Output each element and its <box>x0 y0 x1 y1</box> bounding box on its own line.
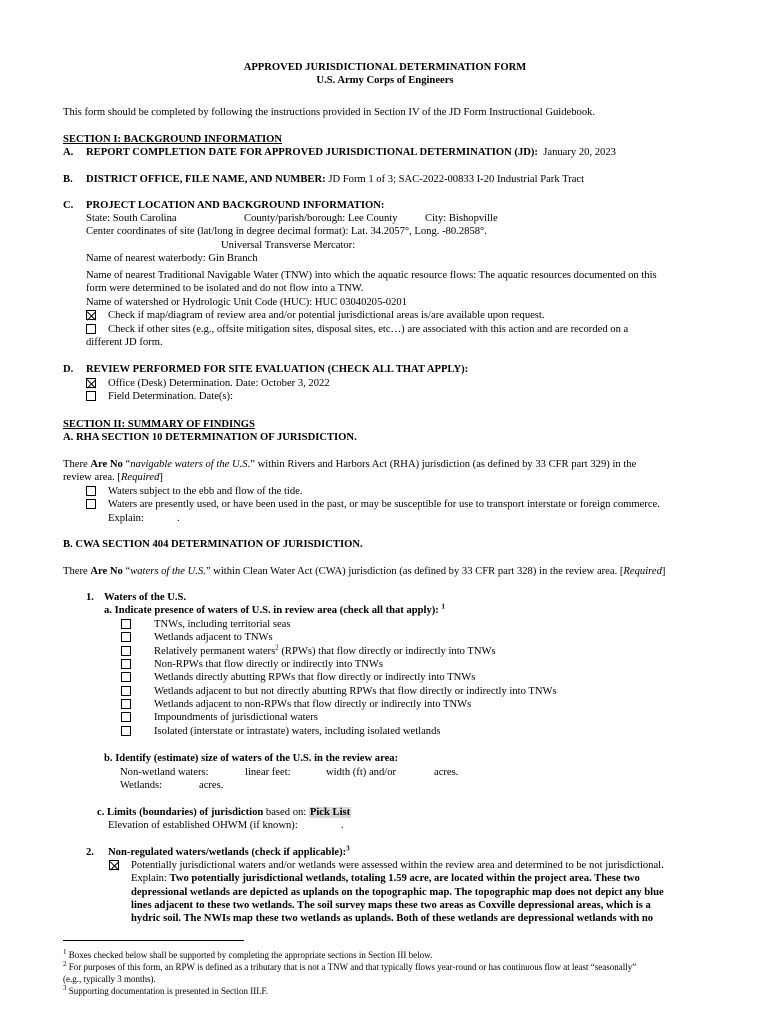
option-rpws-checkbox[interactable] <box>121 646 131 656</box>
ohwm-label: Elevation of established OHWM (if known): <box>108 820 298 831</box>
item2-number: 2. <box>86 847 94 858</box>
cwa-statement: There Are No “waters of the U.S.” within Clean Water Act (CWA) jurisdiction (as defined by 33 CFR part 328) in the review area. [Required] <box>63 566 666 577</box>
rha-statement-line2: review area. [Required] <box>63 472 163 483</box>
item1b-label: b. Identify (estimate) size of waters of the U.S. in the review area: <box>104 753 399 764</box>
field-determination-label: Field Determination. Date(s): <box>108 391 234 402</box>
form-subtitle: U.S. Army Corps of Engineers <box>316 75 454 86</box>
section1-heading: SECTION I: BACKGROUND INFORMATION <box>63 134 283 145</box>
item1-number: 1. <box>86 592 94 603</box>
cwa-heading: B. CWA SECTION 404 DETERMINATION OF JURISDICTION. <box>63 539 363 550</box>
option-wetlands-abutting-rpws-label: Wetlands directly abutting RPWs that flow directly or indirectly into TNWs <box>154 672 476 683</box>
non-jurisdictional-explain: Explain: Two potentially jurisdictional wetlands, totaling 1.59 acre, are located within the project area. These two <box>131 873 640 884</box>
item-c-label: PROJECT LOCATION AND BACKGROUND INFORMATION: <box>86 200 385 211</box>
non-jurisdictional-line5: hydric soil. The NWIs map these two wetlands as uplands. Both of these wetlands are depressional wetlands with no <box>131 913 654 924</box>
rha-heading: A. RHA SECTION 10 DETERMINATION OF JURISDICTION. <box>63 432 357 443</box>
coordinates: Center coordinates of site (lat/long in degree decimal format): Lat. 34.2057°, Long. -80.2858°. <box>86 226 487 237</box>
option-wetlands-adjacent-tnws-checkbox[interactable] <box>121 632 131 642</box>
nearest-waterbody: Name of nearest waterbody: Gin Branch <box>86 253 258 264</box>
item1-title: Waters of the U.S. <box>104 592 187 603</box>
other-sites-label-1: Check if other sites (e.g., offsite mitigation sites, disposal sites, etc…) are associated with this action and are recorded on a <box>108 324 629 335</box>
commerce-waters-label: Waters are presently used, or have been used in the past, or may be susceptible for use to transport interstate or foreign commerce. <box>108 499 660 510</box>
office-determination-checkbox[interactable] <box>86 378 96 388</box>
tidal-waters-checkbox[interactable] <box>86 486 96 496</box>
option-impoundments-checkbox[interactable] <box>121 712 131 722</box>
option-rpws-label: Relatively permanent waters$^2$ (RPWs) that flow directly or indirectly into TNWs <box>154 643 496 657</box>
item-a-label: REPORT COMPLETION DATE FOR APPROVED JURISDICTIONAL DETERMINATION (JD): <box>86 147 538 158</box>
item-c-letter: C. <box>63 200 74 211</box>
pick-list-dropdown[interactable]: Pick List <box>309 807 351 818</box>
footnote-1: $^1$ Boxes checked below shall be supported by completing the appropriate sections in Section III below. <box>63 948 433 960</box>
acres-label-2: acres. <box>199 780 224 791</box>
other-sites-label-2: different JD form. <box>86 337 163 348</box>
option-wetlands-adjacent-rpws-label: Wetlands adjacent to but not directly abutting RPWs that flow directly or indirectly into TNWs <box>154 686 557 697</box>
item-b <box>86 173 584 186</box>
option-wetlands-adjacent-non-rpws-checkbox[interactable] <box>121 699 131 709</box>
item-a <box>86 146 616 159</box>
commerce-waters-checkbox[interactable] <box>86 499 96 509</box>
wetlands-label: Wetlands: <box>120 780 163 791</box>
option-isolated-waters-checkbox[interactable] <box>121 726 131 736</box>
item-d-label: REVIEW PERFORMED FOR SITE EVALUATION (CHECK ALL THAT APPLY): <box>86 364 469 375</box>
linear-feet-label: linear feet: <box>245 767 291 778</box>
field-determination-checkbox[interactable] <box>86 391 96 401</box>
item-b-value: JD Form 1 of 3; SAC-2022-00833 I-20 Industrial Park Tract <box>328 174 585 185</box>
county: County/parish/borough: Lee County <box>244 213 398 224</box>
option-tnws-label: TNWs, including territorial seas <box>154 619 291 630</box>
item-b-letter: B. <box>63 174 73 185</box>
item1a-label: a. Indicate presence of waters of U.S. in review area (check all that apply): $^1$ <box>104 602 445 616</box>
map-available-label: Check if map/diagram of review area and/or potential jurisdictional areas is/are available upon request. <box>108 310 545 321</box>
footnote-2: $^2$ For purposes of this form, an RPW is defined as a tributary that is not a TNW and that typically flows year-round or has continuous flow at least “seasonally” <box>63 960 637 972</box>
option-wetlands-adjacent-tnws-label: Wetlands adjacent to TNWs <box>154 632 273 643</box>
tidal-waters-label: Waters subject to the ebb and flow of the tide. <box>108 486 303 497</box>
ohwm-value: . <box>341 820 344 831</box>
nearest-tnw-line2: form were determined to be isolated and do not flow into a TNW. <box>86 283 364 294</box>
footnote-3: $^3$ Supporting documentation is presented in Section III.F. <box>63 984 268 996</box>
item1c-line: c. Limits (boundaries) of jurisdiction based on: Pick List <box>97 807 351 818</box>
intro-text: This form should be completed by following the instructions provided in Section IV of the JD Form Instructional Guidebook. <box>63 107 596 118</box>
footnote-2-cont: (e.g., typically 3 months). <box>63 974 156 984</box>
option-tnws-checkbox[interactable] <box>121 619 131 629</box>
non-wetland-waters-label: Non-wetland waters: <box>120 767 209 778</box>
non-jurisdictional-checkbox[interactable] <box>109 860 119 870</box>
rha-statement-line1: There Are No “navigable waters of the U.S.” within Rivers and Harbors Act (RHA) jurisdiction (as defined by 33 CFR part 329) in the <box>63 459 637 470</box>
item1c-label: c. Limits (boundaries) of jurisdiction <box>97 807 264 818</box>
option-isolated-waters-label: Isolated (interstate or intrastate) waters, including isolated wetlands <box>154 726 441 737</box>
map-available-checkbox[interactable] <box>86 310 96 320</box>
city: City: Bishopville <box>425 213 498 224</box>
non-jurisdictional-line4: lines adjacent to these two wetlands. The soil survey maps these two areas as Coxville depressional areas, which is a <box>131 900 651 911</box>
option-wetlands-abutting-rpws-checkbox[interactable] <box>121 672 131 682</box>
option-non-rpws-checkbox[interactable] <box>121 659 131 669</box>
section2-heading: SECTION II: SUMMARY OF FINDINGS <box>63 419 255 430</box>
rha-are-no: Are No <box>90 459 123 470</box>
rha-explain-label: Explain: <box>108 513 144 524</box>
width-label: width (ft) and/or <box>326 767 397 778</box>
option-non-rpws-label: Non-RPWs that flow directly or indirectly into TNWs <box>154 659 384 670</box>
state: State: South Carolina <box>86 213 177 224</box>
option-impoundments-label: Impoundments of jurisdictional waters <box>154 712 318 723</box>
option-wetlands-adjacent-non-rpws-label: Wetlands adjacent to non-RPWs that flow directly or indirectly into TNWs <box>154 699 472 710</box>
non-jurisdictional-line3: depressional wetlands are depicted as uplands on the topographic map. The topographic map does not depict any blue <box>131 887 664 898</box>
item2-title: Non-regulated waters/wetlands (check if applicable):$^3$ <box>108 844 350 858</box>
cwa-are-no: Are No <box>90 566 123 577</box>
form-title: APPROVED JURISDICTIONAL DETERMINATION FORM <box>243 62 527 73</box>
item-d-letter: D. <box>63 364 74 375</box>
non-jurisdictional-line1: Potentially jurisdictional waters and/or wetlands were assessed within the review area and determined to be not jurisdictional. <box>131 860 664 871</box>
nearest-tnw-line1: Name of nearest Traditional Navigable Water (TNW) into which the aquatic resource flows: The aquatic resources documented on this <box>86 270 657 281</box>
office-determination-label: Office (Desk) Determination. Date: October 3, 2022 <box>108 378 330 389</box>
item-a-letter: A. <box>63 147 74 158</box>
other-sites-checkbox[interactable] <box>86 324 96 334</box>
footnote-divider <box>63 940 244 941</box>
utm: Universal Transverse Mercator: <box>221 240 356 251</box>
item-b-label: DISTRICT OFFICE, FILE NAME, AND NUMBER: <box>86 174 326 185</box>
option-wetlands-adjacent-rpws-checkbox[interactable] <box>121 686 131 696</box>
huc: Name of watershed or Hydrologic Unit Code (HUC): HUC 03040205-0201 <box>86 297 407 308</box>
item-a-value: January 20, 2023 <box>543 147 616 158</box>
acres-label-1: acres. <box>434 767 459 778</box>
rha-explain-value: . <box>177 513 180 524</box>
